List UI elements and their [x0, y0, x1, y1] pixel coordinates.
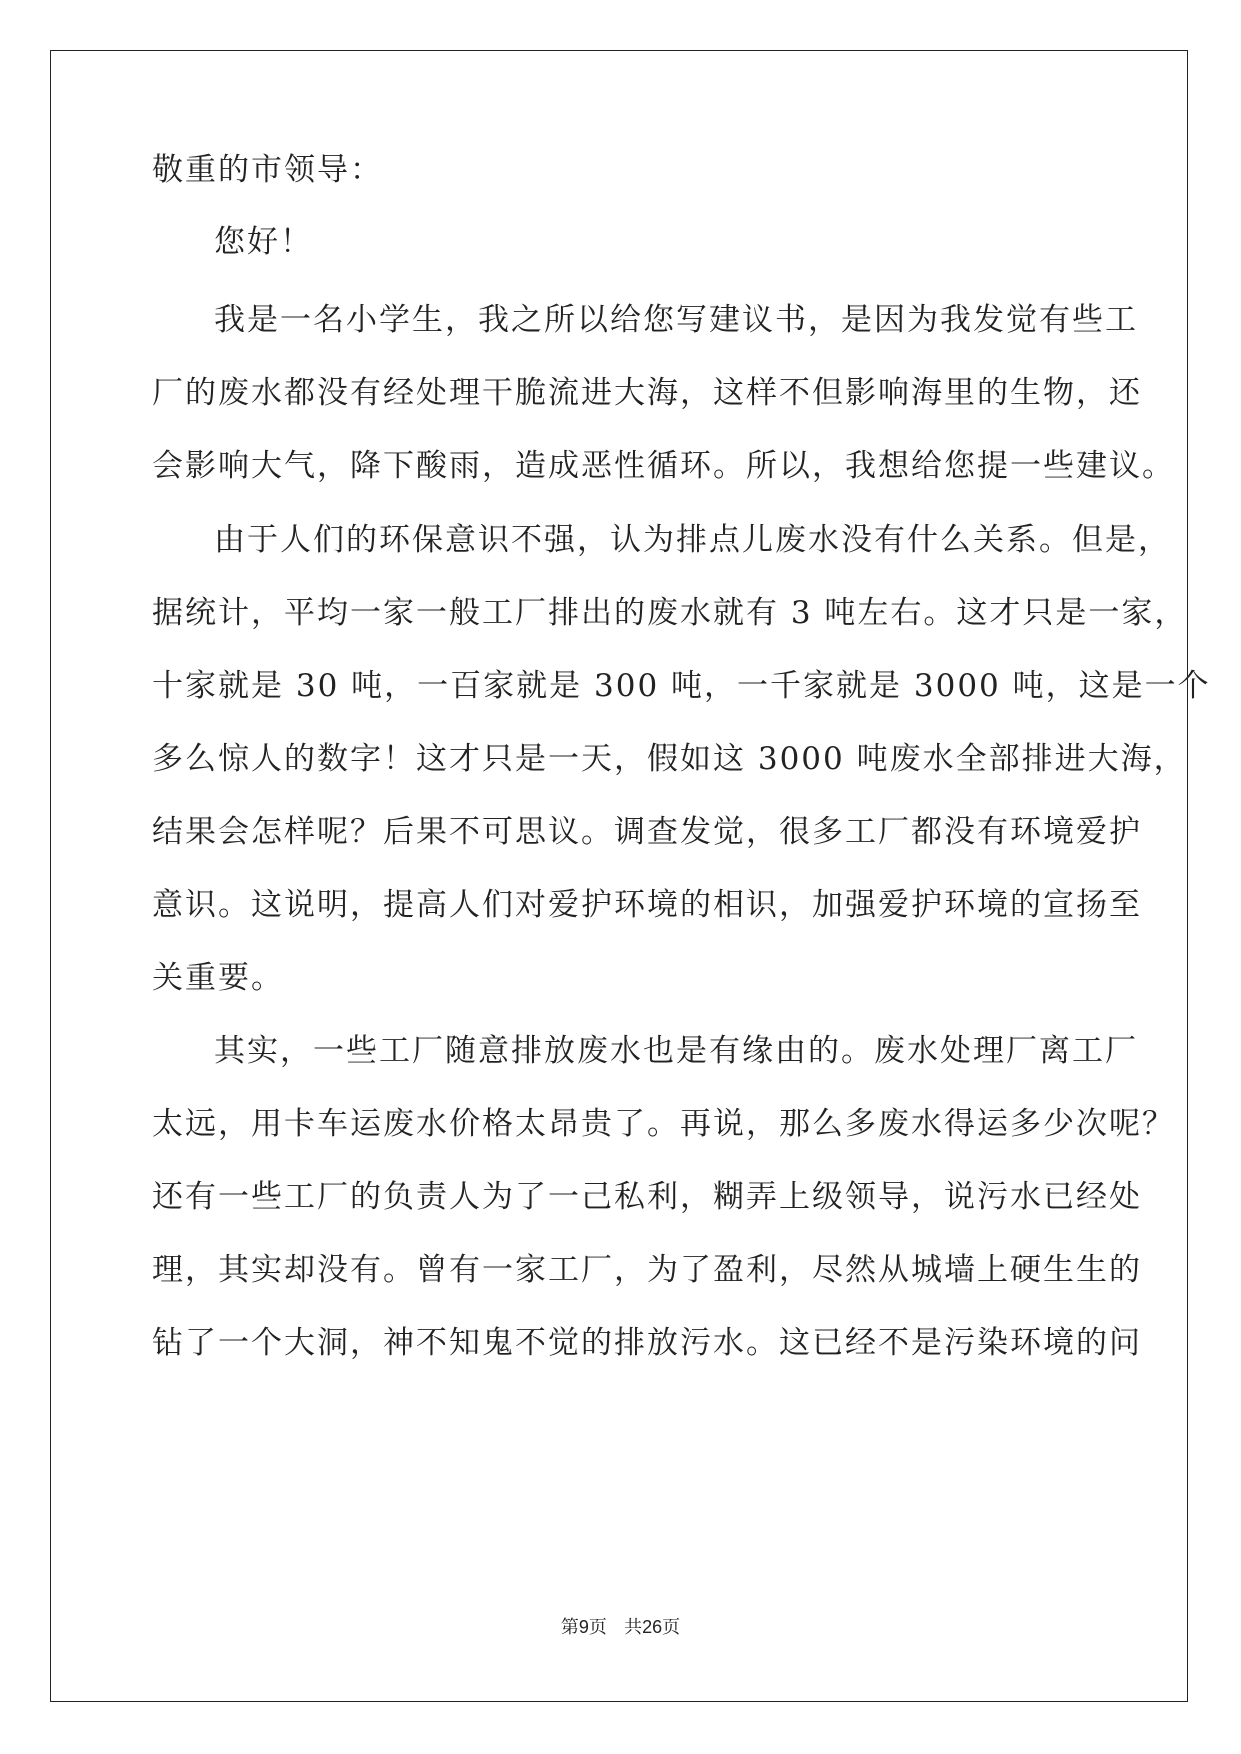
footer-page-suffix: 页	[588, 1617, 607, 1638]
body-line: 还有一些工厂的负责人为了一己私利，糊弄上级领导，说污水已经处	[152, 1179, 1142, 1215]
footer-total-suffix: 页	[662, 1617, 681, 1638]
body-line: 理，其实却没有。曾有一家工厂，为了盈利，尽然从城墙上硬生生的	[152, 1252, 1142, 1288]
body-line: 太远，用卡车运废水价格太昂贵了。再说，那么多废水得运多少次呢？	[152, 1106, 1175, 1142]
body-line: 多么惊人的数字！这才只是一天，假如这 3000 吨废水全部排进大海，	[152, 741, 1187, 777]
body-line: 我是一名小学生，我之所以给您写建议书，是因为我发觉有些工	[214, 302, 1138, 338]
body-line: 意识。这说明，提高人们对爱护环境的相识，加强爱护环境的宣扬至	[152, 887, 1142, 923]
footer-prefix: 第	[560, 1617, 579, 1638]
current-page-number: 9	[578, 1617, 589, 1637]
body-line: 会影响大气，降下酸雨，造成恶性循环。所以，我想给您提一些建议。	[152, 448, 1175, 484]
body-line: 厂的废水都没有经处理干脆流进大海，这样不但影响海里的生物，还	[152, 375, 1142, 411]
footer-total-prefix: 共	[624, 1617, 643, 1638]
page-border	[50, 50, 1211, 1702]
total-page-number: 26	[642, 1617, 663, 1637]
greeting: 您好！	[214, 224, 313, 260]
body-line: 其实，一些工厂随意排放废水也是有缘由的。废水处理厂离工厂	[214, 1033, 1138, 1069]
body-line: 十家就是 30 吨，一百家就是 300 吨，一千家就是 3000 吨，这是一个	[152, 668, 1211, 704]
page-footer	[0, 1613, 1241, 1639]
salutation: 敬重的市领导：	[152, 152, 383, 188]
body-line: 关重要。	[152, 960, 284, 996]
body-line: 结果会怎样呢？后果不可思议。调查发觉，很多工厂都没有环境爱护	[152, 814, 1142, 850]
body-line: 据统计，平均一家一般工厂排出的废水就有 3 吨左右。这才只是一家，	[152, 595, 1188, 631]
body-line: 钻了一个大洞，神不知鬼不觉的排放污水。这已经不是污染环境的问	[152, 1325, 1142, 1361]
body-line: 由于人们的环保意识不强，认为排点儿废水没有什么关系。但是，	[214, 522, 1171, 558]
